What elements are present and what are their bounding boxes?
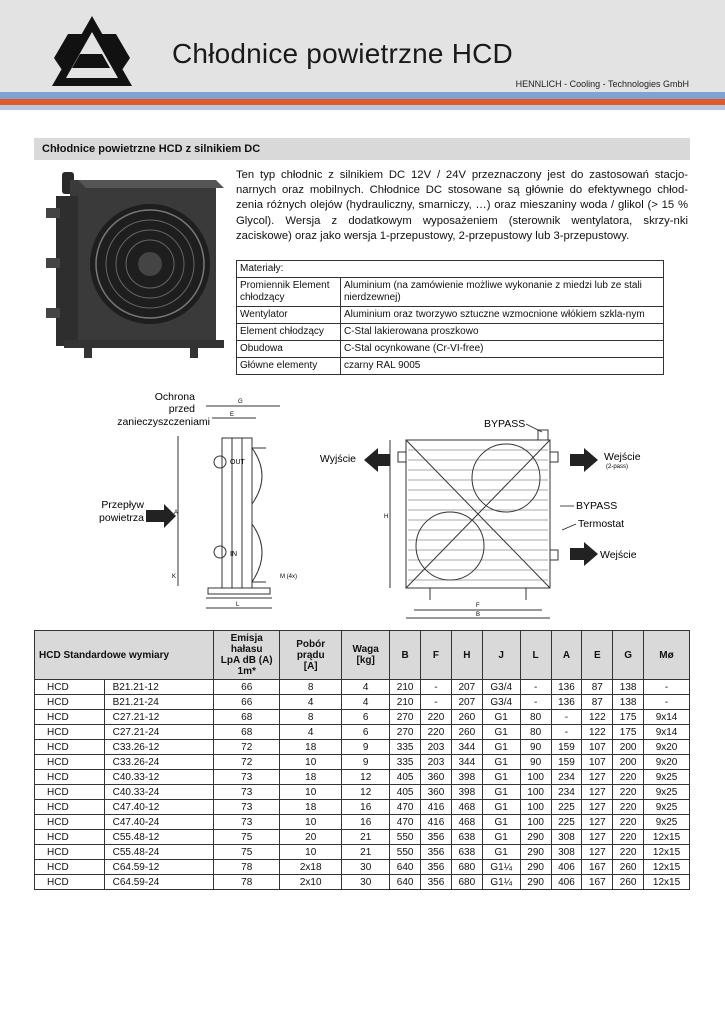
bypass-label: BYPASS <box>484 418 526 430</box>
header-col: G <box>613 631 644 680</box>
header-waga-line: [kg] <box>356 655 375 666</box>
table-row <box>35 680 690 695</box>
table-cell: 220 <box>613 815 644 830</box>
table-cell: 66 <box>214 695 280 710</box>
table-cell: 9x20 <box>644 755 690 770</box>
table-row <box>35 830 690 845</box>
dim-f: F <box>476 603 480 609</box>
table-cell: 470 <box>390 815 421 830</box>
przeplyw-label: powietrza <box>99 512 144 524</box>
table-row <box>35 770 690 785</box>
table-row <box>35 800 690 815</box>
table-cell: 30 <box>342 860 390 875</box>
table-cell: 167 <box>582 860 613 875</box>
wejscie-label-2: Wejście <box>600 549 637 561</box>
materials-key: Element chłodzący <box>237 324 341 341</box>
table-cell: 260 <box>613 860 644 875</box>
table-cell: HCD <box>35 830 105 845</box>
table-cell: 203 <box>421 740 452 755</box>
table-cell: 9x14 <box>644 710 690 725</box>
section-heading-bar <box>34 138 690 160</box>
table-cell: 203 <box>421 755 452 770</box>
table-cell: 308 <box>551 830 582 845</box>
table-cell: 207 <box>451 695 482 710</box>
table-cell: 406 <box>551 860 582 875</box>
table-cell: 680 <box>451 860 482 875</box>
table-cell: 127 <box>582 785 613 800</box>
table-cell: 225 <box>551 815 582 830</box>
spec-table-body <box>35 680 690 890</box>
table-cell: 159 <box>551 740 582 755</box>
table-cell: HCD <box>35 860 105 875</box>
table-cell: HCD <box>35 680 105 695</box>
table-cell: 18 <box>280 800 342 815</box>
table-cell: 9 <box>342 740 390 755</box>
table-cell: - <box>551 710 582 725</box>
table-cell: 87 <box>582 680 613 695</box>
table-cell: 100 <box>520 770 551 785</box>
table-cell: 90 <box>520 740 551 755</box>
header-waga <box>342 631 390 680</box>
table-cell: 356 <box>421 875 452 890</box>
table-cell: 550 <box>390 830 421 845</box>
table-cell: 260 <box>613 875 644 890</box>
airflow-arrow-icon <box>146 504 179 528</box>
materials-value: czarny RAL 9005 <box>341 358 664 375</box>
table-cell: 80 <box>520 725 551 740</box>
table-cell: 138 <box>613 695 644 710</box>
table-cell: 270 <box>390 710 421 725</box>
table-cell: 290 <box>520 830 551 845</box>
table-cell: 68 <box>214 710 280 725</box>
wejscie-note: (2-pass) <box>606 464 629 470</box>
header-col: A <box>551 631 582 680</box>
table-cell: 290 <box>520 875 551 890</box>
dim-b: B <box>476 612 481 618</box>
inlet-arrow-icon-2 <box>570 542 598 566</box>
table-row <box>35 695 690 710</box>
table-cell: 16 <box>342 800 390 815</box>
table-cell: HCD <box>35 710 105 725</box>
table-cell: C47.40-12 <box>104 800 214 815</box>
intro-text: Ten typ chłodnic z silnikiem DC 12V / 24V przeznaczony jest do zastosowań stacjo-narnych oraz mobilnych. Chłodnice DC stosowane są głównie do efektywnego chłod-zenia różnych olejów (hydrauliczny, smarniczy, …) oraz mieszaniny woda / glikol (> 15 % Glycol). Wersja z dodatkowym wyposażeniem (sterownik wentylatora, skrzy-nki zaciskowe) oraz jako wersja 1-przepustowy, 2-przepustowy lub 3-przepustowy. <box>236 169 688 242</box>
table-cell: 12x15 <box>644 830 690 845</box>
table-cell: 9 <box>342 755 390 770</box>
table-cell: - <box>551 725 582 740</box>
table-cell: 680 <box>451 875 482 890</box>
table-cell: 127 <box>582 800 613 815</box>
header-emisja <box>214 631 280 680</box>
table-cell: HCD <box>35 800 105 815</box>
dim-a: A <box>174 510 179 516</box>
table-cell: 210 <box>390 695 421 710</box>
table-cell: 4 <box>342 680 390 695</box>
table-cell: 127 <box>582 770 613 785</box>
table-cell: C40.33-12 <box>104 770 214 785</box>
table-cell: 416 <box>421 800 452 815</box>
table-cell: 10 <box>280 815 342 830</box>
table-cell: 335 <box>390 740 421 755</box>
materials-table <box>236 260 664 375</box>
stripe-blue <box>0 92 725 99</box>
table-cell: 220 <box>421 725 452 740</box>
table-cell: 225 <box>551 800 582 815</box>
table-cell: 12 <box>342 785 390 800</box>
table-cell: 270 <box>390 725 421 740</box>
table-cell: C64.59-24 <box>104 875 214 890</box>
header-col: J <box>482 631 520 680</box>
table-cell: C27.21-24 <box>104 725 214 740</box>
dim-g: G <box>238 399 243 405</box>
table-cell: 10 <box>280 845 342 860</box>
table-row <box>35 815 690 830</box>
table-cell: C47.40-24 <box>104 815 214 830</box>
table-cell: 8 <box>280 710 342 725</box>
table-cell: 10 <box>280 785 342 800</box>
table-cell: G1 <box>482 770 520 785</box>
table-cell: 290 <box>520 845 551 860</box>
table-cell: 6 <box>342 710 390 725</box>
table-cell: B21.21-12 <box>104 680 214 695</box>
table-cell: B21.21-24 <box>104 695 214 710</box>
table-cell: 2x18 <box>280 860 342 875</box>
table-cell: 9x25 <box>644 770 690 785</box>
table-cell: - <box>421 695 452 710</box>
table-cell: 16 <box>342 815 390 830</box>
table-cell: 122 <box>582 725 613 740</box>
table-cell: HCD <box>35 770 105 785</box>
header-col: B <box>390 631 421 680</box>
product-photo <box>40 168 228 366</box>
table-cell: 9x25 <box>644 800 690 815</box>
table-cell: 356 <box>421 830 452 845</box>
table-cell: 2x10 <box>280 875 342 890</box>
stripe-light <box>0 105 725 110</box>
header-emisja-line: LpA dB (A) <box>220 655 273 666</box>
table-cell: 21 <box>342 845 390 860</box>
table-cell: 234 <box>551 785 582 800</box>
table-cell: 220 <box>613 830 644 845</box>
table-cell: 200 <box>613 740 644 755</box>
table-cell: G1 <box>482 815 520 830</box>
inlet-arrow-icon <box>570 448 598 472</box>
table-cell: 416 <box>421 815 452 830</box>
table-cell: C55.48-12 <box>104 830 214 845</box>
table-cell: G1 <box>482 830 520 845</box>
table-cell: 18 <box>280 740 342 755</box>
table-row <box>35 755 690 770</box>
table-cell: G1 <box>482 800 520 815</box>
table-row <box>35 860 690 875</box>
table-cell: 20 <box>280 830 342 845</box>
table-cell: HCD <box>35 725 105 740</box>
table-cell: 127 <box>582 815 613 830</box>
table-cell: 66 <box>214 680 280 695</box>
table-cell: C64.59-12 <box>104 860 214 875</box>
header-col: Mø <box>644 631 690 680</box>
table-cell: 72 <box>214 755 280 770</box>
table-cell: - <box>520 695 551 710</box>
materials-key: Główne elementy <box>237 358 341 375</box>
table-cell: 18 <box>280 770 342 785</box>
table-row <box>35 785 690 800</box>
table-cell: 73 <box>214 815 280 830</box>
table-cell: 260 <box>451 725 482 740</box>
table-cell: 234 <box>551 770 582 785</box>
materials-value: Aluminium (na zamówienie możliwe wykonanie z miedzi lub ze stali nierdzewnej) <box>341 278 664 307</box>
table-cell: HCD <box>35 815 105 830</box>
table-cell: 640 <box>390 875 421 890</box>
header-col: F <box>421 631 452 680</box>
table-cell: 335 <box>390 755 421 770</box>
table-cell: 260 <box>451 710 482 725</box>
spec-table <box>34 630 690 890</box>
header-col: H <box>451 631 482 680</box>
ochrona-label: Ochrona <box>154 391 195 403</box>
table-cell: 470 <box>390 800 421 815</box>
table-row <box>35 740 690 755</box>
przeplyw-label: Przepływ <box>101 499 144 511</box>
table-cell: HCD <box>35 740 105 755</box>
table-cell: 4 <box>280 725 342 740</box>
materials-value: C-Stal lakierowana proszkowo <box>341 324 664 341</box>
table-cell: 9x14 <box>644 725 690 740</box>
table-cell: G1 <box>482 785 520 800</box>
table-cell: 405 <box>390 785 421 800</box>
table-cell: 344 <box>451 755 482 770</box>
bypass-label-2: BYPASS <box>576 500 618 512</box>
table-cell: 638 <box>451 830 482 845</box>
table-cell: 30 <box>342 875 390 890</box>
table-cell: 138 <box>613 680 644 695</box>
table-cell: HCD <box>35 695 105 710</box>
out-label: OUT <box>230 459 245 466</box>
table-cell: 127 <box>582 845 613 860</box>
table-cell: G1 <box>482 710 520 725</box>
table-cell: G1 <box>482 845 520 860</box>
header-emisja-line: hałasu <box>230 644 263 655</box>
table-cell: 100 <box>520 785 551 800</box>
in-label: IN <box>230 551 237 558</box>
header-pobor-line: [A] <box>303 660 318 672</box>
table-cell: 73 <box>214 800 280 815</box>
materials-key: Obudowa <box>237 341 341 358</box>
table-cell: 210 <box>390 680 421 695</box>
table-cell: 220 <box>421 710 452 725</box>
table-cell: 75 <box>214 830 280 845</box>
wyjscie-label: Wyjście <box>319 453 356 465</box>
table-cell: 550 <box>390 845 421 860</box>
table-cell: G3/4 <box>482 680 520 695</box>
table-cell: 73 <box>214 770 280 785</box>
table-cell: - <box>644 695 690 710</box>
table-cell: 136 <box>551 680 582 695</box>
table-cell: 200 <box>613 755 644 770</box>
m4x-label: M (4x) <box>280 574 297 580</box>
table-cell: 80 <box>520 710 551 725</box>
table-cell: HCD <box>35 845 105 860</box>
ochrona-label: przed <box>168 403 195 415</box>
section-title: Chłodnice powietrzne HCD z silnikiem DC <box>42 143 261 155</box>
header-emisja-line: Emisja <box>230 633 263 644</box>
table-cell: HCD <box>35 755 105 770</box>
table-cell: 90 <box>520 755 551 770</box>
table-cell: 220 <box>613 845 644 860</box>
table-cell: 127 <box>582 830 613 845</box>
table-cell: 75 <box>214 845 280 860</box>
table-cell: 468 <box>451 815 482 830</box>
table-cell: G1 <box>482 725 520 740</box>
table-cell: 21 <box>342 830 390 845</box>
table-cell: 100 <box>520 800 551 815</box>
table-cell: 78 <box>214 875 280 890</box>
table-cell: 360 <box>421 770 452 785</box>
header-emisja-line: 1m* <box>237 666 256 677</box>
table-cell: 167 <box>582 875 613 890</box>
header-standard: HCD Standardowe wymiary <box>35 631 214 680</box>
table-cell: 68 <box>214 725 280 740</box>
table-row <box>35 725 690 740</box>
header-pobor <box>280 631 342 680</box>
materials-key: Wentylator <box>237 307 341 324</box>
table-cell: 6 <box>342 725 390 740</box>
table-cell: 73 <box>214 785 280 800</box>
materials-value: C-Stal ocynkowane (Cr-VI-free) <box>341 341 664 358</box>
table-cell: 398 <box>451 770 482 785</box>
termostat-label: Termostat <box>578 518 625 530</box>
table-cell: 87 <box>582 695 613 710</box>
company-logo <box>50 14 134 90</box>
table-cell: G1¼ <box>482 875 520 890</box>
header-col: E <box>582 631 613 680</box>
dim-h: H <box>384 514 389 520</box>
table-cell: G1 <box>482 740 520 755</box>
table-cell: C55.48-24 <box>104 845 214 860</box>
dim-e: E <box>230 412 235 418</box>
table-cell: C27.21-12 <box>104 710 214 725</box>
materials-key: Promiennik Element chłodzący <box>237 278 341 307</box>
dim-l: L <box>236 602 240 608</box>
header-col: L <box>520 631 551 680</box>
page-title: Chłodnice powietrzne HCD <box>172 38 513 69</box>
table-cell: 220 <box>613 785 644 800</box>
table-cell: 406 <box>551 875 582 890</box>
table-cell: HCD <box>35 785 105 800</box>
table-cell: 468 <box>451 800 482 815</box>
table-row <box>35 875 690 890</box>
table-cell: 78 <box>214 860 280 875</box>
table-row <box>35 710 690 725</box>
table-cell: 4 <box>342 695 390 710</box>
table-cell: 12x15 <box>644 875 690 890</box>
table-cell: - <box>421 680 452 695</box>
materials-value: Aluminium oraz tworzywo sztuczne wzmocnione włókiem szkla-nym <box>341 307 664 324</box>
table-cell: 72 <box>214 740 280 755</box>
table-cell: 220 <box>613 770 644 785</box>
table-cell: 356 <box>421 860 452 875</box>
header-pobor-line: prądu <box>296 649 325 661</box>
table-cell: C40.33-24 <box>104 785 214 800</box>
table-cell: 638 <box>451 845 482 860</box>
table-cell: 9x20 <box>644 740 690 755</box>
outlet-arrow-icon <box>364 448 390 472</box>
table-cell: 290 <box>520 860 551 875</box>
table-cell: 100 <box>520 815 551 830</box>
table-cell: 12x15 <box>644 845 690 860</box>
materials-heading: Materiały: <box>237 261 664 278</box>
wejscie-label: Wejście <box>604 451 641 463</box>
table-cell: G1¼ <box>482 860 520 875</box>
ochrona-label: zanieczyszczeniami <box>117 416 210 428</box>
table-cell: 12x15 <box>644 860 690 875</box>
table-cell: 640 <box>390 860 421 875</box>
table-cell: 9x25 <box>644 785 690 800</box>
table-cell: 12 <box>342 770 390 785</box>
table-row <box>35 845 690 860</box>
table-cell: 175 <box>613 725 644 740</box>
table-cell: 175 <box>613 710 644 725</box>
table-cell: 10 <box>280 755 342 770</box>
table-cell: 107 <box>582 740 613 755</box>
table-cell: G1 <box>482 755 520 770</box>
table-cell: 207 <box>451 680 482 695</box>
table-cell: 8 <box>280 680 342 695</box>
table-cell: 159 <box>551 755 582 770</box>
dim-k: K <box>172 574 177 580</box>
table-cell: G3/4 <box>482 695 520 710</box>
technical-diagram <box>80 386 680 622</box>
table-cell: 360 <box>421 785 452 800</box>
table-cell: 308 <box>551 845 582 860</box>
table-cell: 398 <box>451 785 482 800</box>
table-cell: 4 <box>280 695 342 710</box>
page-header <box>0 0 725 92</box>
table-cell: 344 <box>451 740 482 755</box>
header-waga-line: Waga <box>352 644 379 655</box>
company-name: HENNLICH - Cooling - Technologies GmbH <box>515 79 689 89</box>
table-cell: 356 <box>421 845 452 860</box>
table-cell: - <box>644 680 690 695</box>
table-cell: 9x25 <box>644 815 690 830</box>
table-cell: 107 <box>582 755 613 770</box>
table-cell: - <box>520 680 551 695</box>
table-cell: 136 <box>551 695 582 710</box>
header-pobor-line: Pobór <box>296 638 326 650</box>
table-cell: HCD <box>35 875 105 890</box>
table-cell: C33.26-12 <box>104 740 214 755</box>
table-cell: 405 <box>390 770 421 785</box>
table-cell: 122 <box>582 710 613 725</box>
table-cell: C33.26-24 <box>104 755 214 770</box>
table-cell: 220 <box>613 800 644 815</box>
